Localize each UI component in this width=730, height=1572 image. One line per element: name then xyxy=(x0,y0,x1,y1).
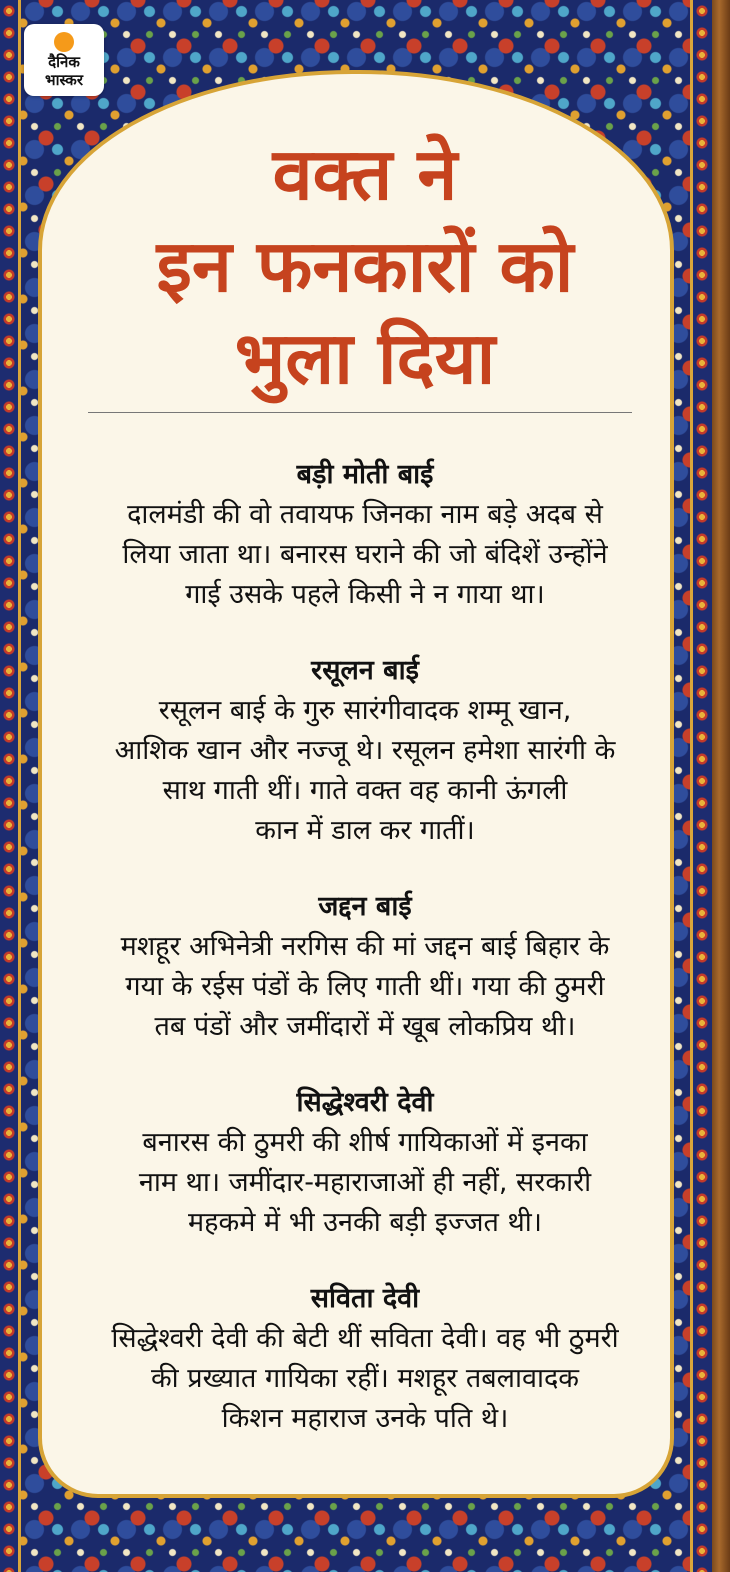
sun-icon xyxy=(54,32,74,52)
gold-edge-strip xyxy=(712,0,730,1572)
artist-entry-siddheshwari-devi xyxy=(44,1083,686,1243)
title-line-2: इन फनकारों को xyxy=(156,224,574,308)
artist-entry-rasoolan-bai xyxy=(44,651,686,851)
artist-description: सिद्धेश्वरी देवी की बेटी थीं सविता देवी। वह भी ठुमरी की प्रख्यात गायिका रहीं। मशहूर तबलावादक किशन महाराज उनके पति थे। xyxy=(111,1323,619,1434)
artist-description: मशहूर अभिनेत्री नरगिस की मां जद्दन बाई बिहार के गया के रईस पंडों के लिए गाती थीं। गया की ठुमरी तब पंडों और जमींदारों में खूब लोकप्रिय थी। xyxy=(120,931,610,1042)
artist-list xyxy=(44,455,686,1475)
artist-entry-jaddan-bai xyxy=(44,887,686,1047)
left-decorative-border xyxy=(0,0,21,1572)
logo-text-line2: भास्कर xyxy=(45,71,83,89)
artist-name: सिद्धेश्वरी देवी xyxy=(296,1087,434,1118)
artist-name: रसूलन बाई xyxy=(311,655,419,686)
title-divider xyxy=(88,412,632,413)
artist-name: बड़ी मोती बाई xyxy=(296,459,434,490)
page-title xyxy=(40,128,690,404)
artist-entry-savita-devi xyxy=(44,1279,686,1439)
dainik-bhaskar-logo xyxy=(24,24,104,96)
artist-name: जद्दन बाई xyxy=(318,891,412,922)
artist-description: बनारस की ठुमरी की शीर्ष गायिकाओं में इनका नाम था। जमींदार-महाराजाओं ही नहीं, सरकारी महकमे में भी उनकी बड़ी इज्जत थी। xyxy=(138,1127,592,1238)
artist-name: सविता देवी xyxy=(310,1283,420,1314)
logo-text-line1: दैनिक xyxy=(48,53,80,71)
artist-description: रसूलन बाई के गुरु सारंगीवादक शम्मू खान, आशिक खान और नज्जू थे। रसूलन हमेशा सारंगी के साथ गाती थीं। गाते वक्त वह कानी ऊंगली कान में डाल कर गातीं। xyxy=(114,695,616,846)
artist-description: दालमंडी की वो तवायफ जिनका नाम बड़े अदब से लिया जाता था। बनारस घराने की जो बंदिशें उन्होंने गाई उसके पहले किसी ने न गाया था। xyxy=(122,499,608,610)
title-line-3: भुला दिया xyxy=(234,316,496,400)
title-line-1: वक्त ने xyxy=(272,132,458,216)
artist-entry-moti-bai xyxy=(44,455,686,615)
